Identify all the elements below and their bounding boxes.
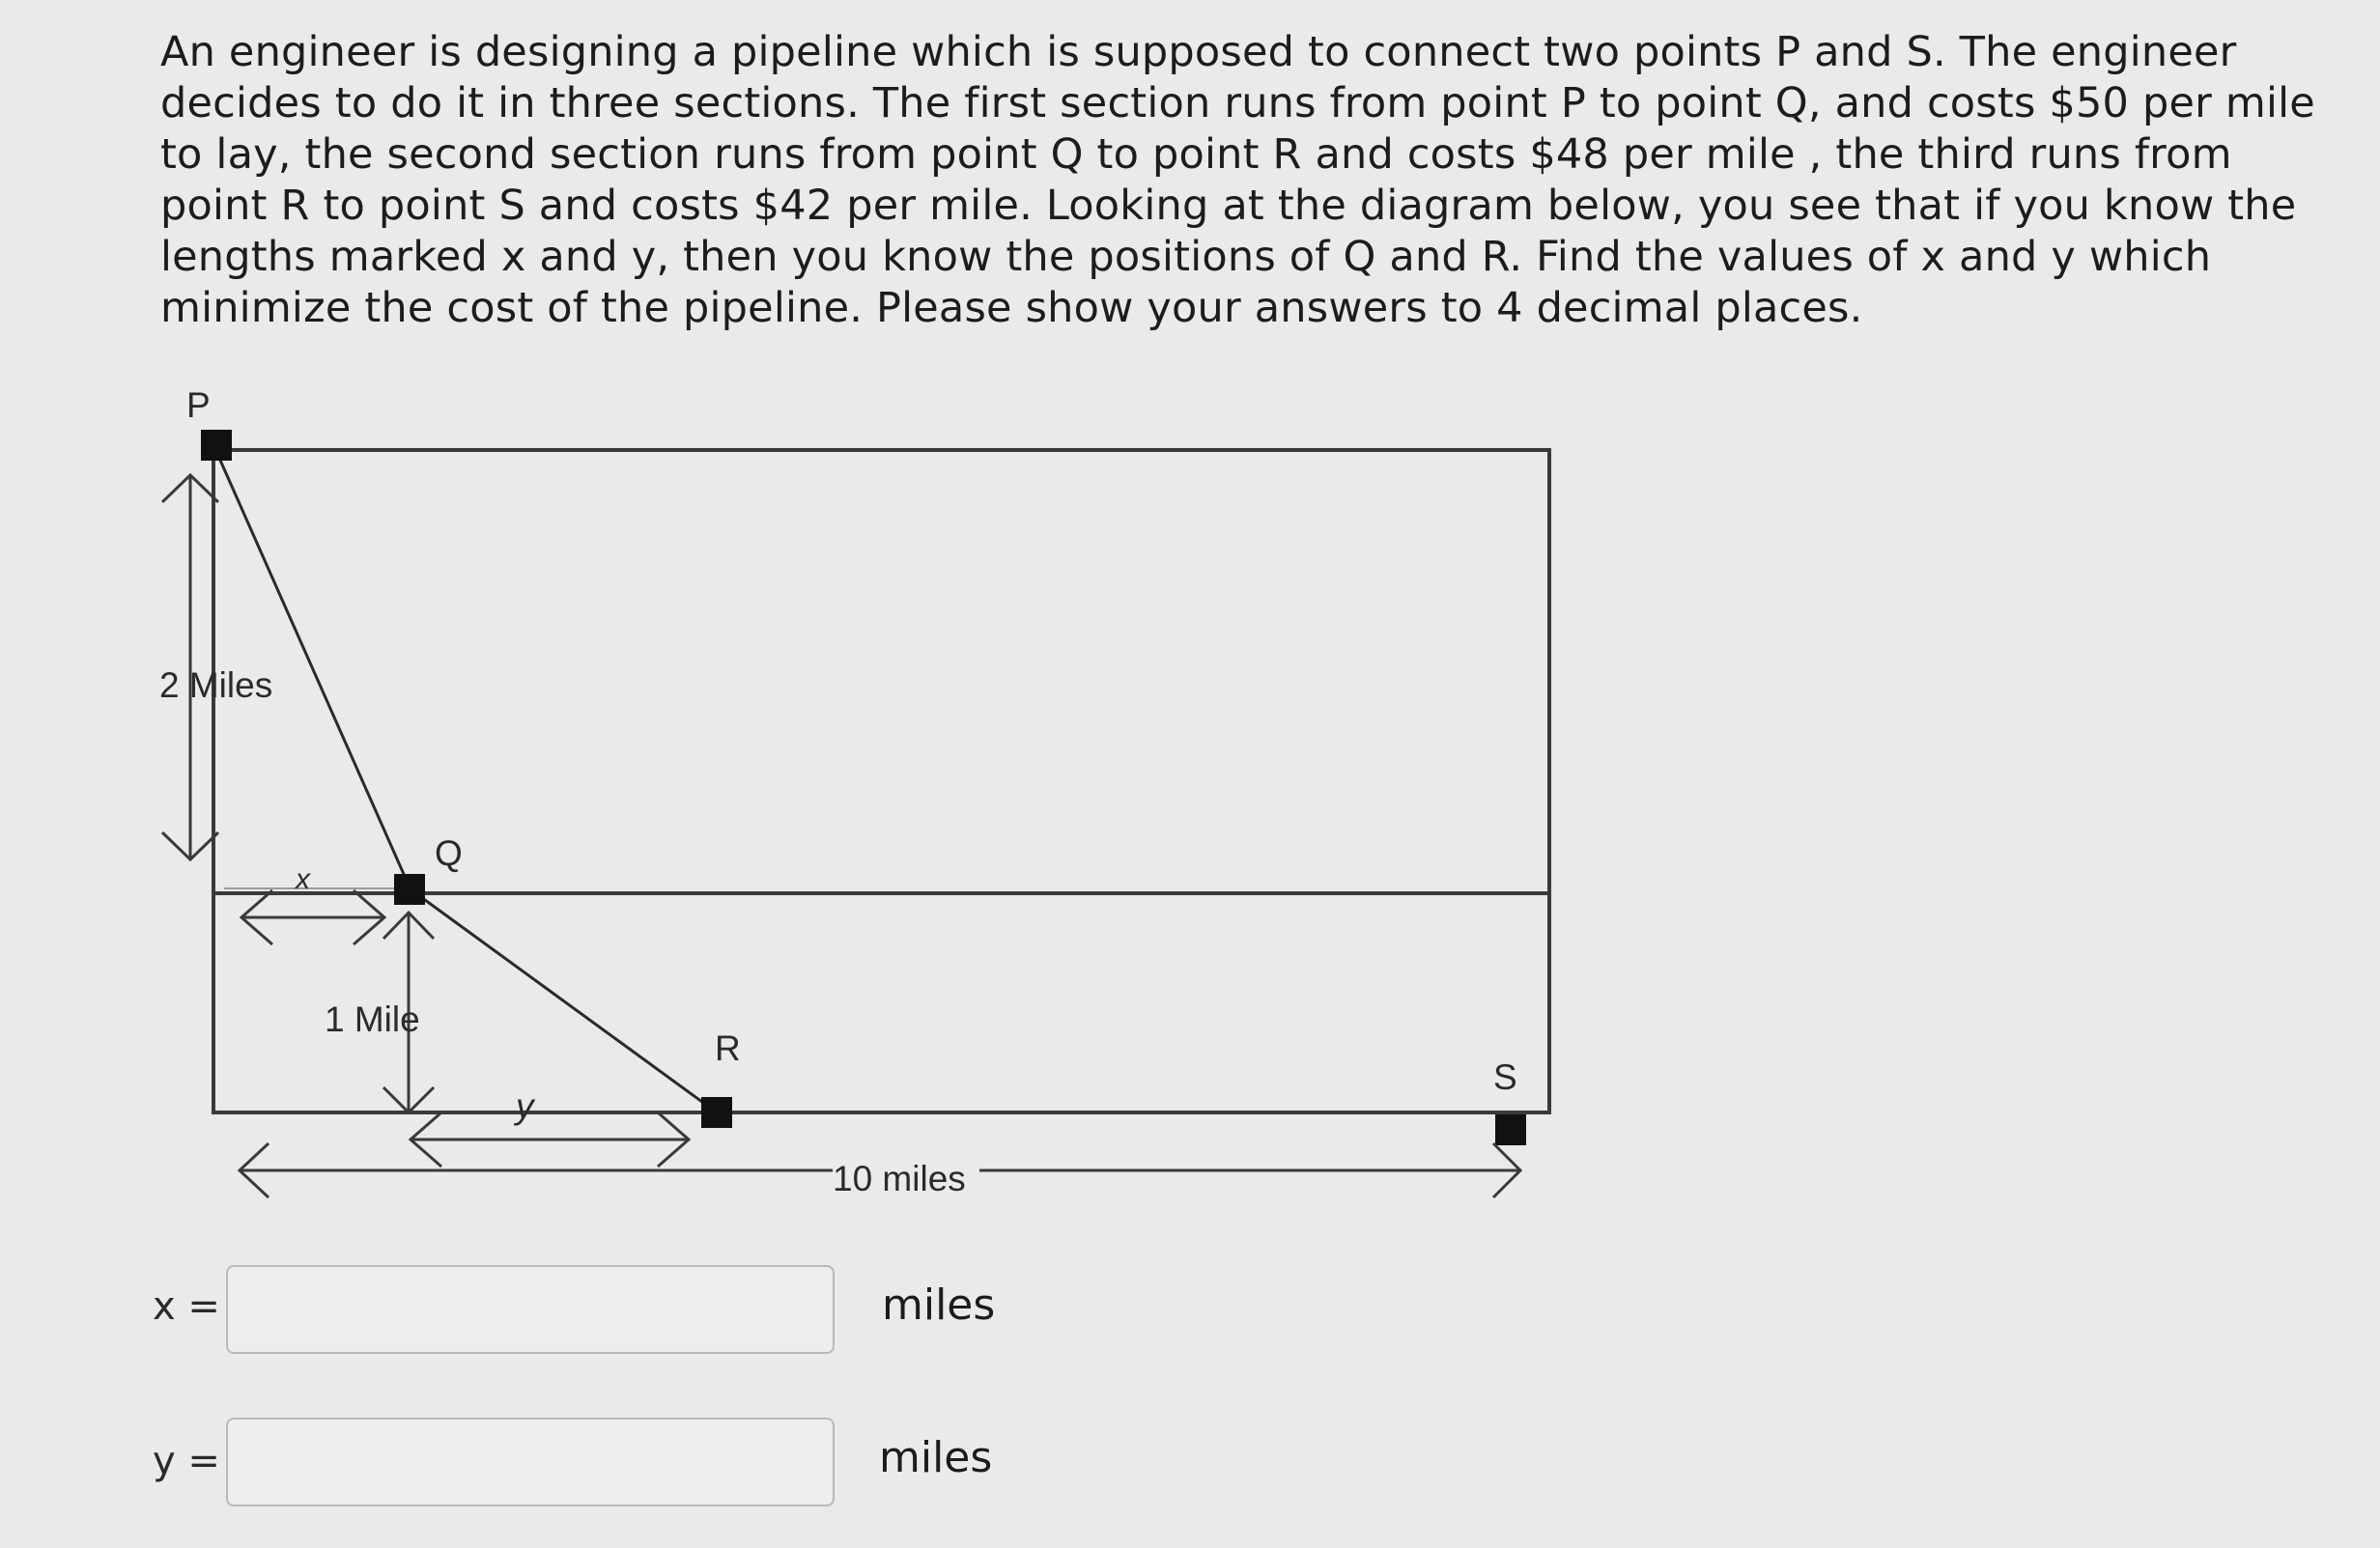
x-unit: miles <box>882 1281 996 1330</box>
x-label: x = <box>153 1284 220 1329</box>
y-input[interactable] <box>226 1418 835 1506</box>
x-input[interactable] <box>226 1265 835 1354</box>
y-label: y = <box>153 1439 220 1483</box>
pipeline-segment-qr <box>411 889 717 1112</box>
point-p-marker <box>201 430 232 461</box>
label-1-mile: 1 Mile <box>325 999 420 1039</box>
point-r-marker <box>701 1097 732 1128</box>
label-point-r: R <box>715 1028 741 1068</box>
label-point-q: Q <box>435 833 463 873</box>
arrow-y <box>411 1112 689 1167</box>
point-s-marker <box>1495 1114 1526 1145</box>
label-point-s: S <box>1493 1057 1517 1097</box>
label-x: x <box>296 863 310 895</box>
y-unit: miles <box>879 1433 993 1482</box>
label-10-miles: 10 miles <box>833 1159 966 1198</box>
label-point-p: P <box>186 385 211 425</box>
label-2-miles: 2 Miles <box>159 665 273 705</box>
question-text: An engineer is designing a pipeline which is supposed to connect two points P and S. The engineer decides to do it in three sections. The first section runs from point P to point Q, and costs $50 per mile to lay, the second section runs from point Q to point R and costs $48 per mile , the third runs from point R to point S and costs $42 per mile. Looking at the diagram below, you see that if you know the lengths marked x and y, then you know the positions of Q and R. Find the values of x and y which minimize the cost of the pipeline. Please show your answers to 4 decimal places. <box>160 28 2315 332</box>
point-q-marker <box>394 874 425 905</box>
label-y: y <box>516 1086 534 1126</box>
arrow-x <box>241 890 384 944</box>
